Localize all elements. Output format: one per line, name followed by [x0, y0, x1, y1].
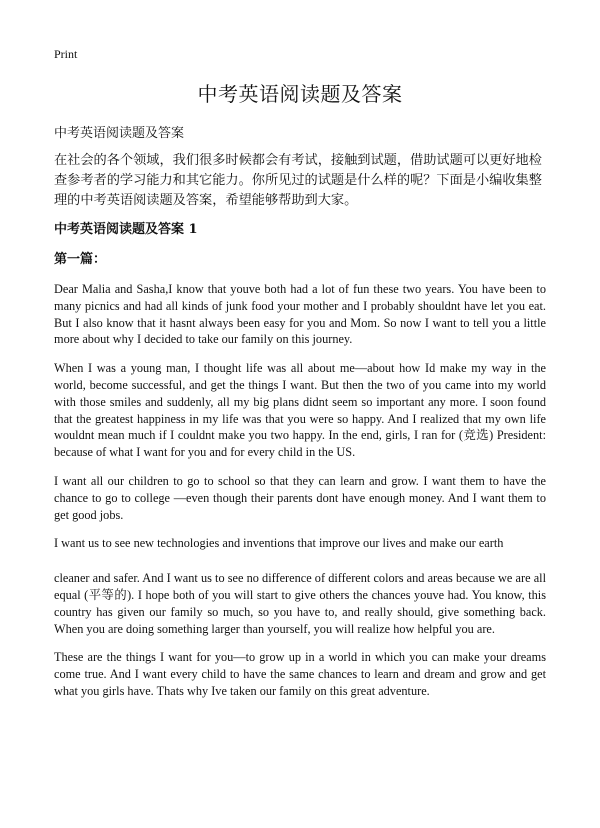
body-paragraph-2: When I was a young man, I thought life was all about me—about how Id make my way in the world, become successful, and get the things I want. But then the two of you came into my world with those smiles and suddenly, all my big plans didnt seem so important any more. I soon found that the greatest happiness in my life was that you were so happy. And I realized that my own life wouldnt mean much if I couldnt make you two happy. In the end, girls, I ran for (竞选) President: because of what I want for you and for every child in the US.	[54, 361, 546, 460]
print-label[interactable]: Print	[54, 47, 78, 61]
section-heading: 中考英语阅读题及答案 1	[54, 222, 198, 237]
body-paragraph-5: cleaner and safer. And I want us to see no difference of different colors and areas because we are all equal (平等的). I hope both of you will start to give others the chances youve had. You know, this country has given our family so much, so you have to, and really should, give something back. When you are doing something larger than yourself, you will realize how helpful you are.	[54, 571, 546, 636]
page-subtitle: 中考英语阅读题及答案	[54, 126, 185, 141]
body-paragraph-6: These are the things I want for you—to grow up in a world in which you can make your dreams come true. And I want every child to have the same chances to learn and dream and grow and get what you girls have. Thats why Ive taken our family on this great adventure.	[54, 650, 546, 698]
body-paragraph-3: I want all our children to go to school so that they can learn and grow. I want them to have the chance to go to college —even though their parents dont have enough money. And I want them to get good jobs.	[54, 473, 546, 522]
part-heading: 第一篇：	[54, 252, 107, 267]
body-paragraph-1: Dear Malia and Sasha,I know that youve both had a lot of fun these two years. You have been to many picnics and had all kinds of junk food your mother and I probably shouldnt have let you eat. But I also know that it hasnt always been easy for you and Mom. So now I want to tell you a little more about why I decided to take our family on this journey.	[54, 282, 546, 347]
article-body	[54, 281, 546, 712]
page-title: 中考英语阅读题及答案	[197, 82, 403, 106]
body-paragraph-4: I want us to see new technologies and inventions that improve our lives and make our earth	[54, 536, 504, 551]
intro-paragraph: 在社会的各个领域，我们很多时候都会有考试，接触到试题，借助试题可以更好地检查参考者的学习能力和其它能力。你所见过的试题是什么样的呢？下面是小编收集整理的中考英语阅读题及答案，希望能够帮助到大家。	[54, 153, 542, 208]
